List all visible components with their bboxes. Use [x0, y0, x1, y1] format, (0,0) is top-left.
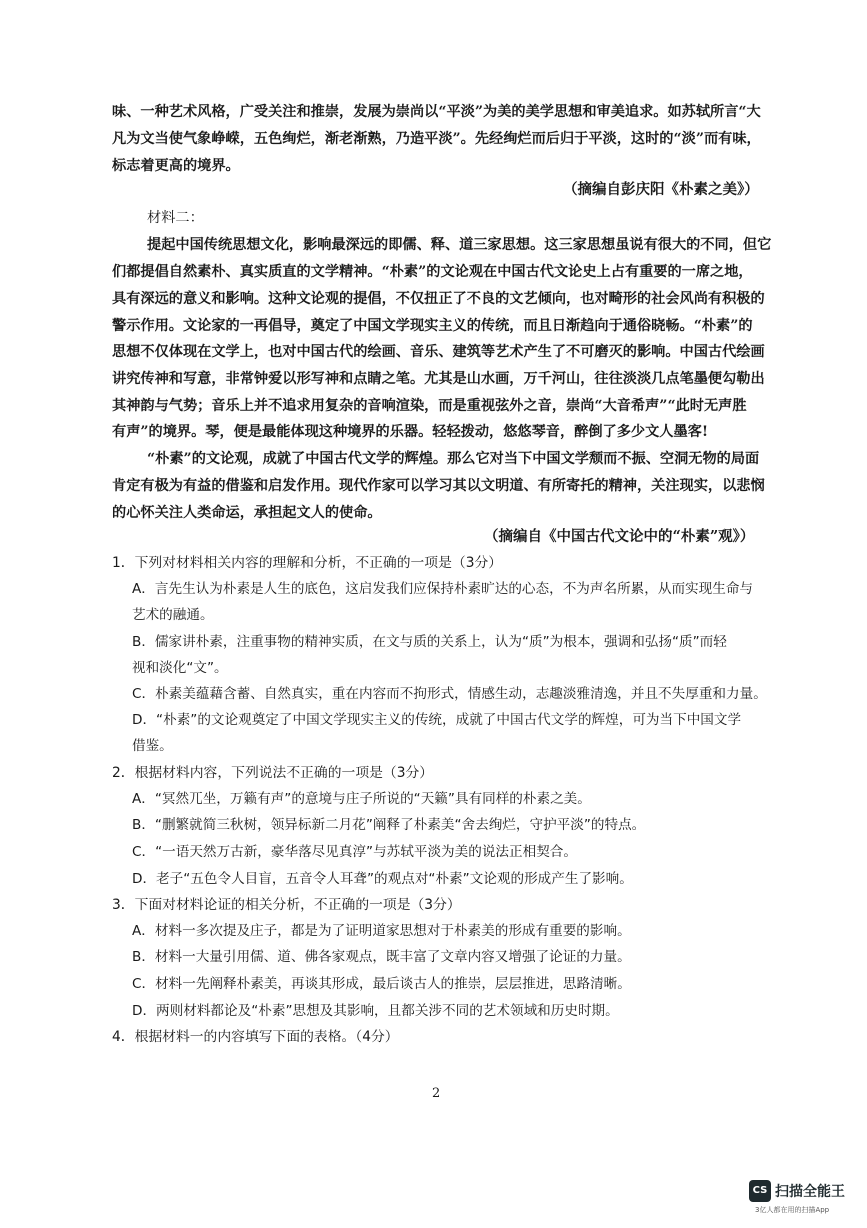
question-3-option-d: D．两则材料都论及“朴素”思想及其影响，且都关涉不同的艺术领域和历史时期。 — [132, 1003, 619, 1019]
material2-line: 们都提倡自然素朴、真实质直的文学精神。“朴素”的文论观在中国古代文论史上占有重要的一席之地， — [112, 264, 753, 280]
material2-line: “朴素”的文论观，成就了中国古代文学的辉煌。那么它对当下中国文学颓而不振、空洞无物的局面 — [147, 451, 760, 467]
question-1-option-c: C．朴素美蕴藉含蓄、自然真实，重在内容而不拘形式，情感生动，志趣淡雅清逸，并且不失厚重和力量。 — [132, 686, 767, 702]
material2-line: 的心怀关注人类命运，承担起文人的使命。 — [112, 505, 382, 521]
material1-line: 味、一种艺术风格，广受关注和推崇，发展为崇尚以“平淡”为美的美学思想和审美追求。如苏轼所言“大 — [112, 104, 761, 120]
question-2-option-d: D．老子“五色令人目盲，五音令人耳聋”的观点对“朴素”文论观的形成产生了影响。 — [132, 871, 633, 887]
question-1-option-d: D．“朴素”的文论观奠定了中国文学现实主义的传统，成就了中国古代文学的辉煌，可为当下中国文学 — [132, 712, 742, 728]
question-2-stem: 2．根据材料内容，下列说法不正确的一项是（3分） — [112, 765, 434, 781]
question-2-option-b: B．“删繁就简三秋树，领异标新二月花”阐释了朴素美“舍去绚烂，守护平淡”的特点。 — [132, 817, 646, 833]
question-1-option-a-cont: 艺术的融通。 — [132, 607, 214, 623]
material1-line: 凡为文当使气象峥嵘，五色绚烂，渐老渐熟，乃造平淡”。先经绚烂而后归于平淡，这时的“淡”而有味， — [112, 131, 761, 147]
source-citation-1: （摘编自彭庆阳《朴素之美》） — [563, 181, 759, 198]
source-citation-2: （摘编自《中国古代文论中的“朴素”观》） — [484, 528, 755, 545]
question-1-option-b: B．儒家讲朴素，注重事物的精神实质，在文与质的关系上，认为“质”为根本，强调和弘扬“质”而轻 — [132, 634, 727, 650]
page-number: 2 — [432, 1086, 441, 1101]
material2-line: 讲究传神和写意，非常钟爱以形写神和点睛之笔。尤其是山水画，万千河山，往往淡淡几点笔墨便勾勒出 — [112, 371, 765, 387]
scanner-app-name: 扫描全能王 — [775, 1184, 845, 1200]
question-1-stem: 1．下列对材料相关内容的理解和分析，不正确的一项是（3分） — [112, 555, 503, 571]
question-2-option-c: C．“一语天然万古新，豪华落尽见真淳”与苏轼平淡为美的说法正相契合。 — [132, 844, 577, 860]
material2-line: 提起中国传统思想文化，影响最深远的即儒、释、道三家思想。这三家思想虽说有很大的不同，但它 — [147, 237, 772, 253]
question-1-option-a: A．言先生认为朴素是人生的底色，这启发我们应保持朴素旷达的心态，不为声名所累，从而实现生命与 — [132, 581, 754, 597]
question-2-option-a: A．“冥然兀坐，万籁有声”的意境与庄子所说的“天籁”具有同样的朴素之美。 — [132, 791, 591, 807]
material2-title: 材料二： — [147, 210, 204, 226]
material1-line: 标志着更高的境界。 — [112, 158, 240, 174]
question-3-option-c: C．材料一先阐释朴素美，再谈其形成，最后谈古人的推崇，层层推进，思路清晰。 — [132, 976, 631, 992]
material2-line: 肯定有极为有益的借鉴和启发作用。现代作家可以学习其以文明道、有所寄托的精神，关注现实，以悲悯 — [112, 478, 765, 494]
question-3-option-b: B．材料一大量引用儒、道、佛各家观点，既丰富了文章内容又增强了论证的力量。 — [132, 949, 631, 965]
question-4-stem: 4．根据材料一的内容填写下面的表格。（4分） — [112, 1029, 399, 1045]
material2-line: 警示作用。文论家的一再倡导，奠定了中国文学现实主义的传统，而且日渐趋向于通俗晓畅。“朴素”的 — [112, 318, 753, 334]
question-1-option-b-cont: 视和淡化“文”。 — [132, 660, 228, 676]
question-3-stem: 3．下面对材料论证的相关分析，不正确的一项是（3分） — [112, 897, 461, 913]
material2-line: 思想不仅体现在文学上，也对中国古代的绘画、音乐、建筑等艺术产生了不可磨灭的影响。中国古代绘画 — [112, 344, 765, 360]
question-1-option-d-cont: 借鉴。 — [132, 738, 173, 754]
material2-line: 有声”的境界。琴，便是最能体现这种境界的乐器。轻轻拨动，悠悠琴音，醉倒了多少文人墨客! — [112, 424, 709, 440]
material2-line: 其神韵与气势；音乐上并不追求用复杂的音响渲染，而是重视弦外之音，崇尚“大音希声”“此时无声胜 — [112, 398, 747, 414]
scanner-tagline: 3亿人都在用的扫描App — [755, 1206, 830, 1214]
question-3-option-a: A．材料一多次提及庄子，都是为了证明道家思想对于朴素美的形成有重要的影响。 — [132, 923, 631, 939]
scanner-watermark — [749, 1180, 857, 1216]
camscanner-logo-icon: CS — [749, 1180, 771, 1202]
material2-line: 具有深远的意义和影响。这种文论观的提倡，不仅扭正了不良的文艺倾向，也对畸形的社会风尚有积极的 — [112, 291, 765, 307]
